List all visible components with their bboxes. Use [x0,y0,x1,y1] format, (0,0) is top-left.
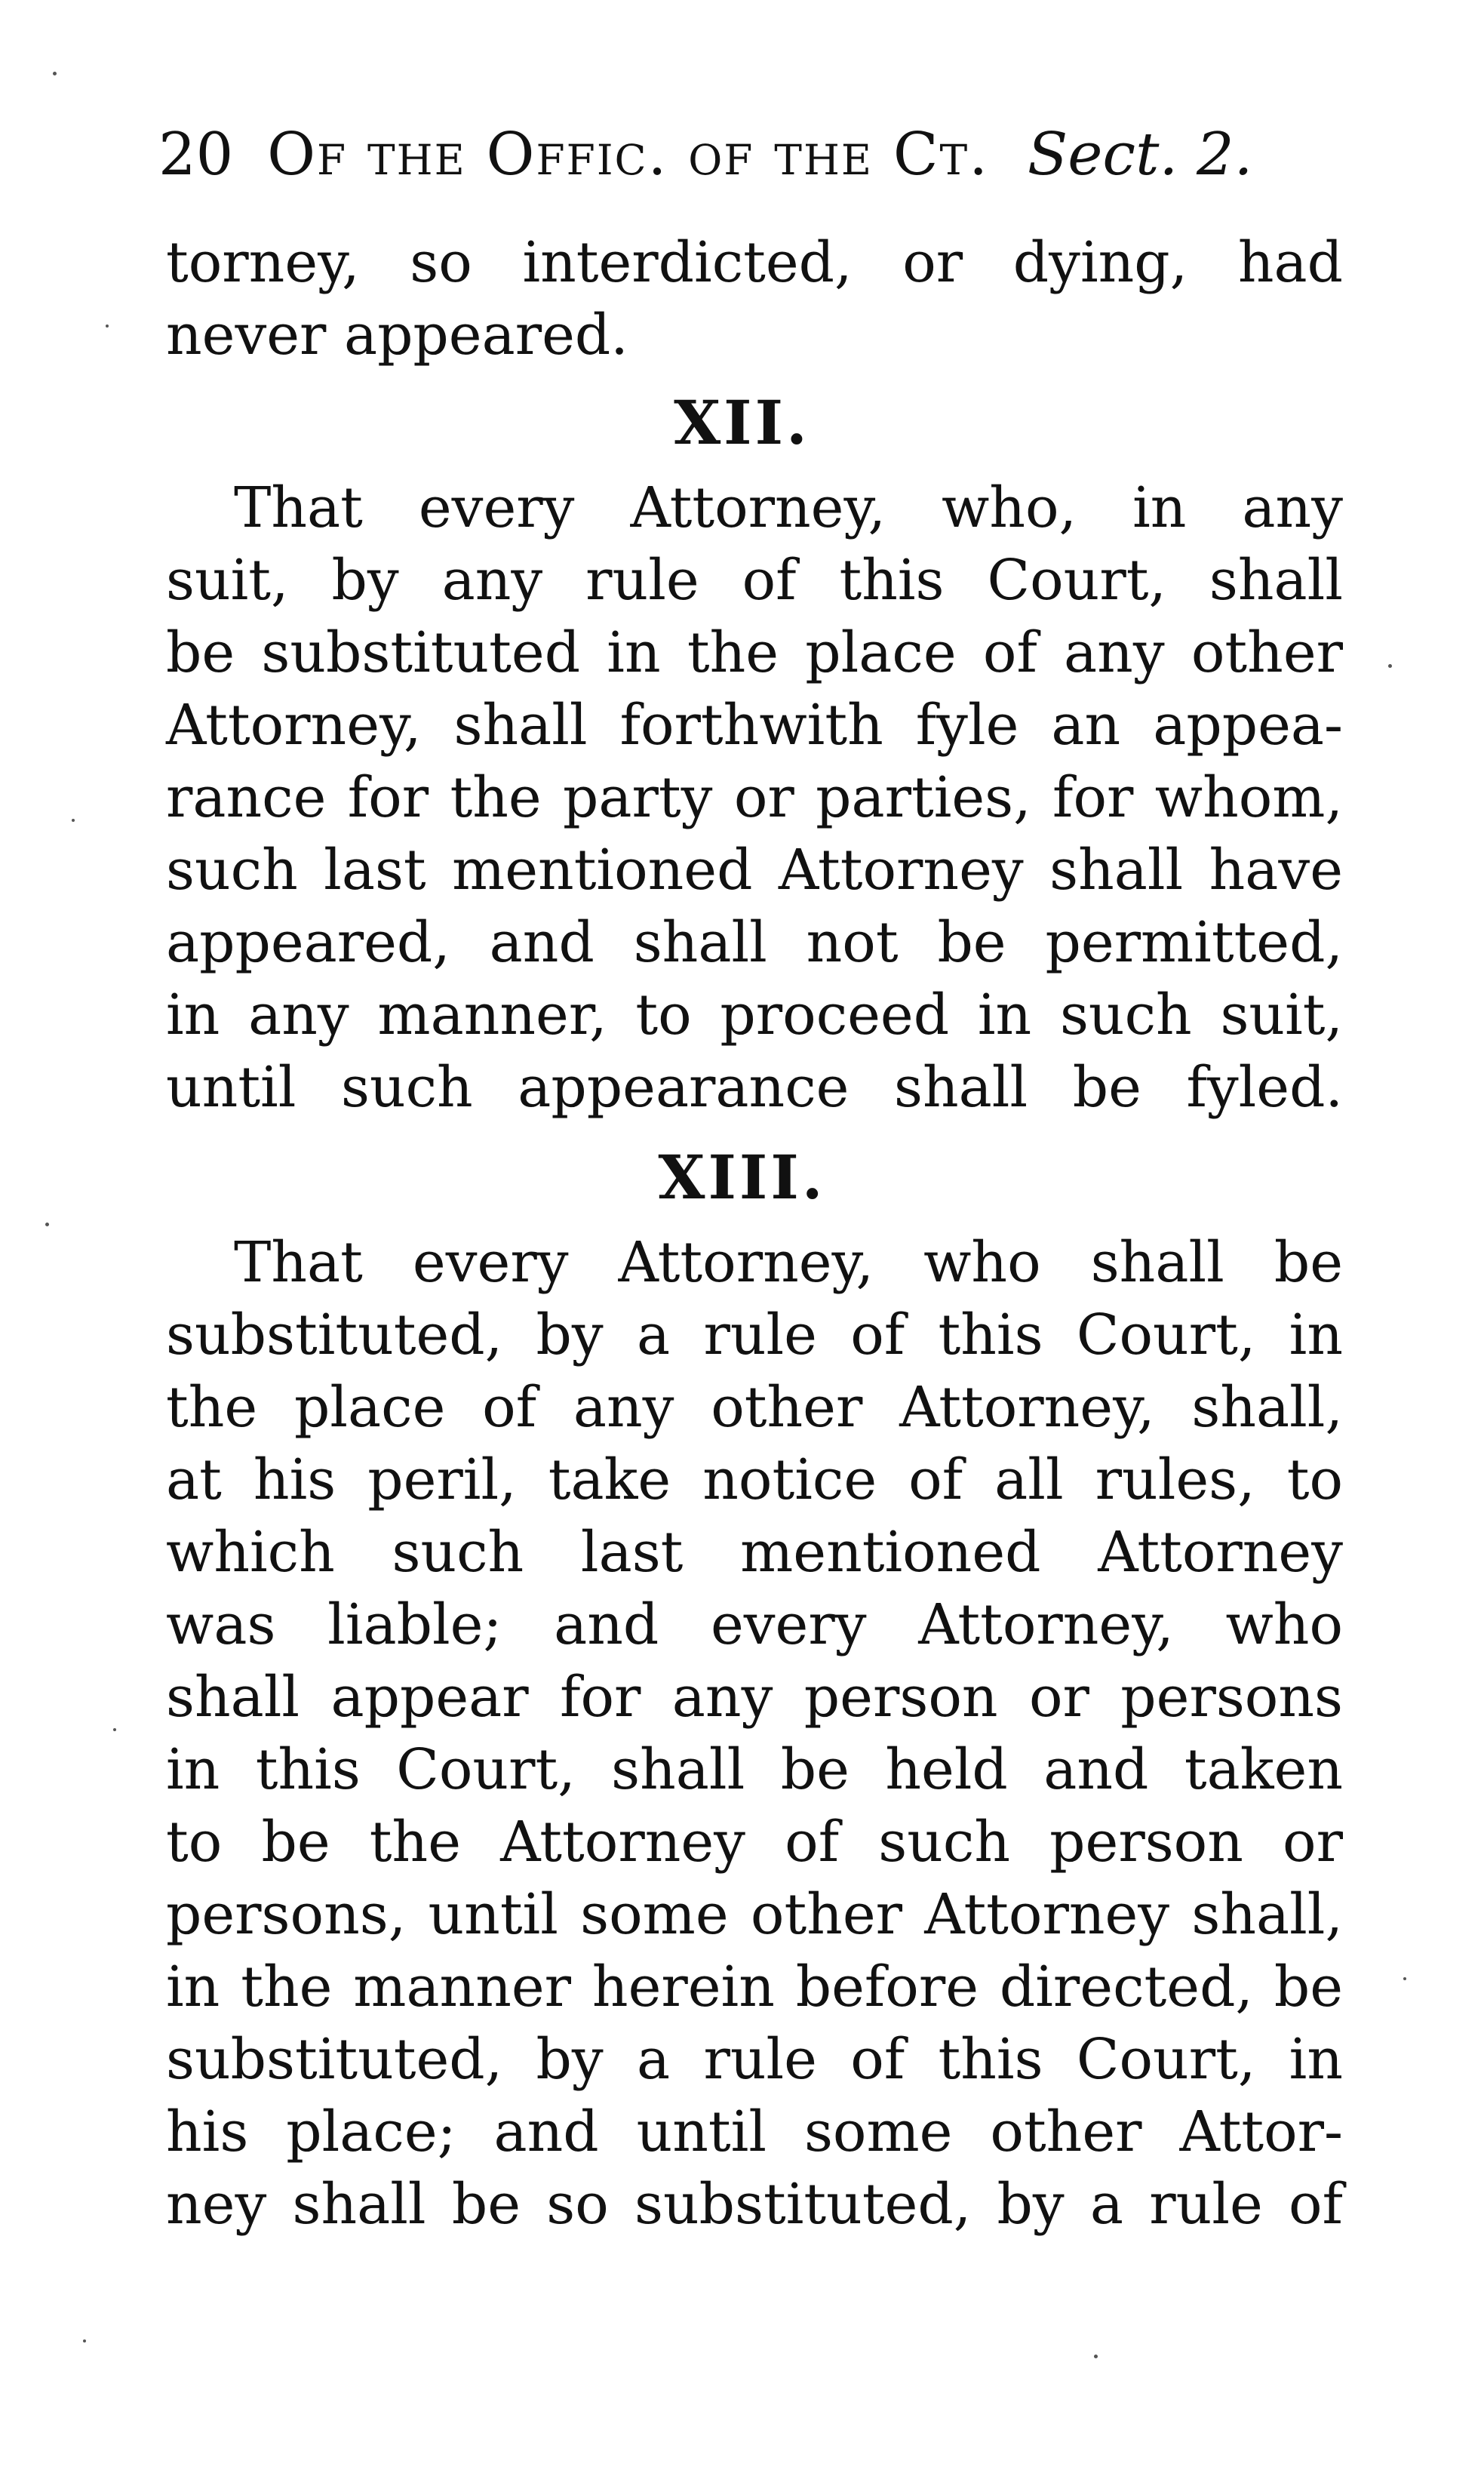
text-line: That every Attorney, who shall be [234,1230,1343,1295]
text-line: which such last mentioned Attorney [166,1520,1343,1585]
text-line: be substituted in the place of any other [166,620,1343,685]
scan-speck [83,2339,86,2342]
text-line: ney shall be so substituted, by a rule of [166,2172,1343,2237]
text-line: never appeared. [166,303,628,368]
section-heading: XIII. [658,1142,826,1213]
text-line: in this Court, shall be held and taken [166,1737,1343,1802]
scan-speck [53,72,57,75]
text-line: persons, until some other Attorney shall, [166,1882,1343,1947]
text-line: until such appearance shall be fyled. [166,1055,1343,1120]
scan-speck [113,1728,116,1731]
text-line: shall appear for any person or persons [166,1665,1343,1730]
scan-speck [45,1223,49,1226]
section-heading: XII. [674,387,810,458]
text-line: at his peril, take notice of all rules, to [166,1447,1343,1512]
scan-speck [1403,1977,1406,1980]
running-header [158,113,1335,196]
text-line: appeared, and shall not be permitted, [166,910,1343,975]
text-line: torney, so interdicted, or dying, had [166,230,1343,295]
text-line: was liable; and every Attorney, who [166,1592,1343,1657]
page-number: 20 [158,121,234,189]
text-line: suit, by any rule of this Court, shall [166,548,1343,613]
text-line: his place; and until some other Attor- [166,2099,1343,2164]
running-title: Of the Offic. of the Ct. [267,121,990,189]
scan-speck [1094,2355,1098,2358]
text-line: in the manner herein before directed, be [166,1955,1343,2019]
text-line: Attorney, shall forthwith fyle an appea- [166,693,1343,758]
text-line: such last mentioned Attorney shall have [166,838,1343,903]
text-line: rance for the party or parties, for whom, [166,765,1343,830]
scan-speck [72,819,75,822]
text-line: substituted, by a rule of this Court, in [166,1303,1343,1367]
scan-speck [106,325,109,328]
section-label: Sect. 2. [1027,121,1253,189]
text-line: to be the Attorney of such person or [166,1810,1343,1875]
text-line: That every Attorney, who, in any [234,475,1343,540]
text-line: substituted, by a rule of this Court, in [166,2027,1343,2092]
text-line: the place of any other Attorney, shall, [166,1375,1343,1440]
text-line: in any manner, to proceed in such suit, [166,983,1343,1047]
scan-speck [1388,664,1392,668]
